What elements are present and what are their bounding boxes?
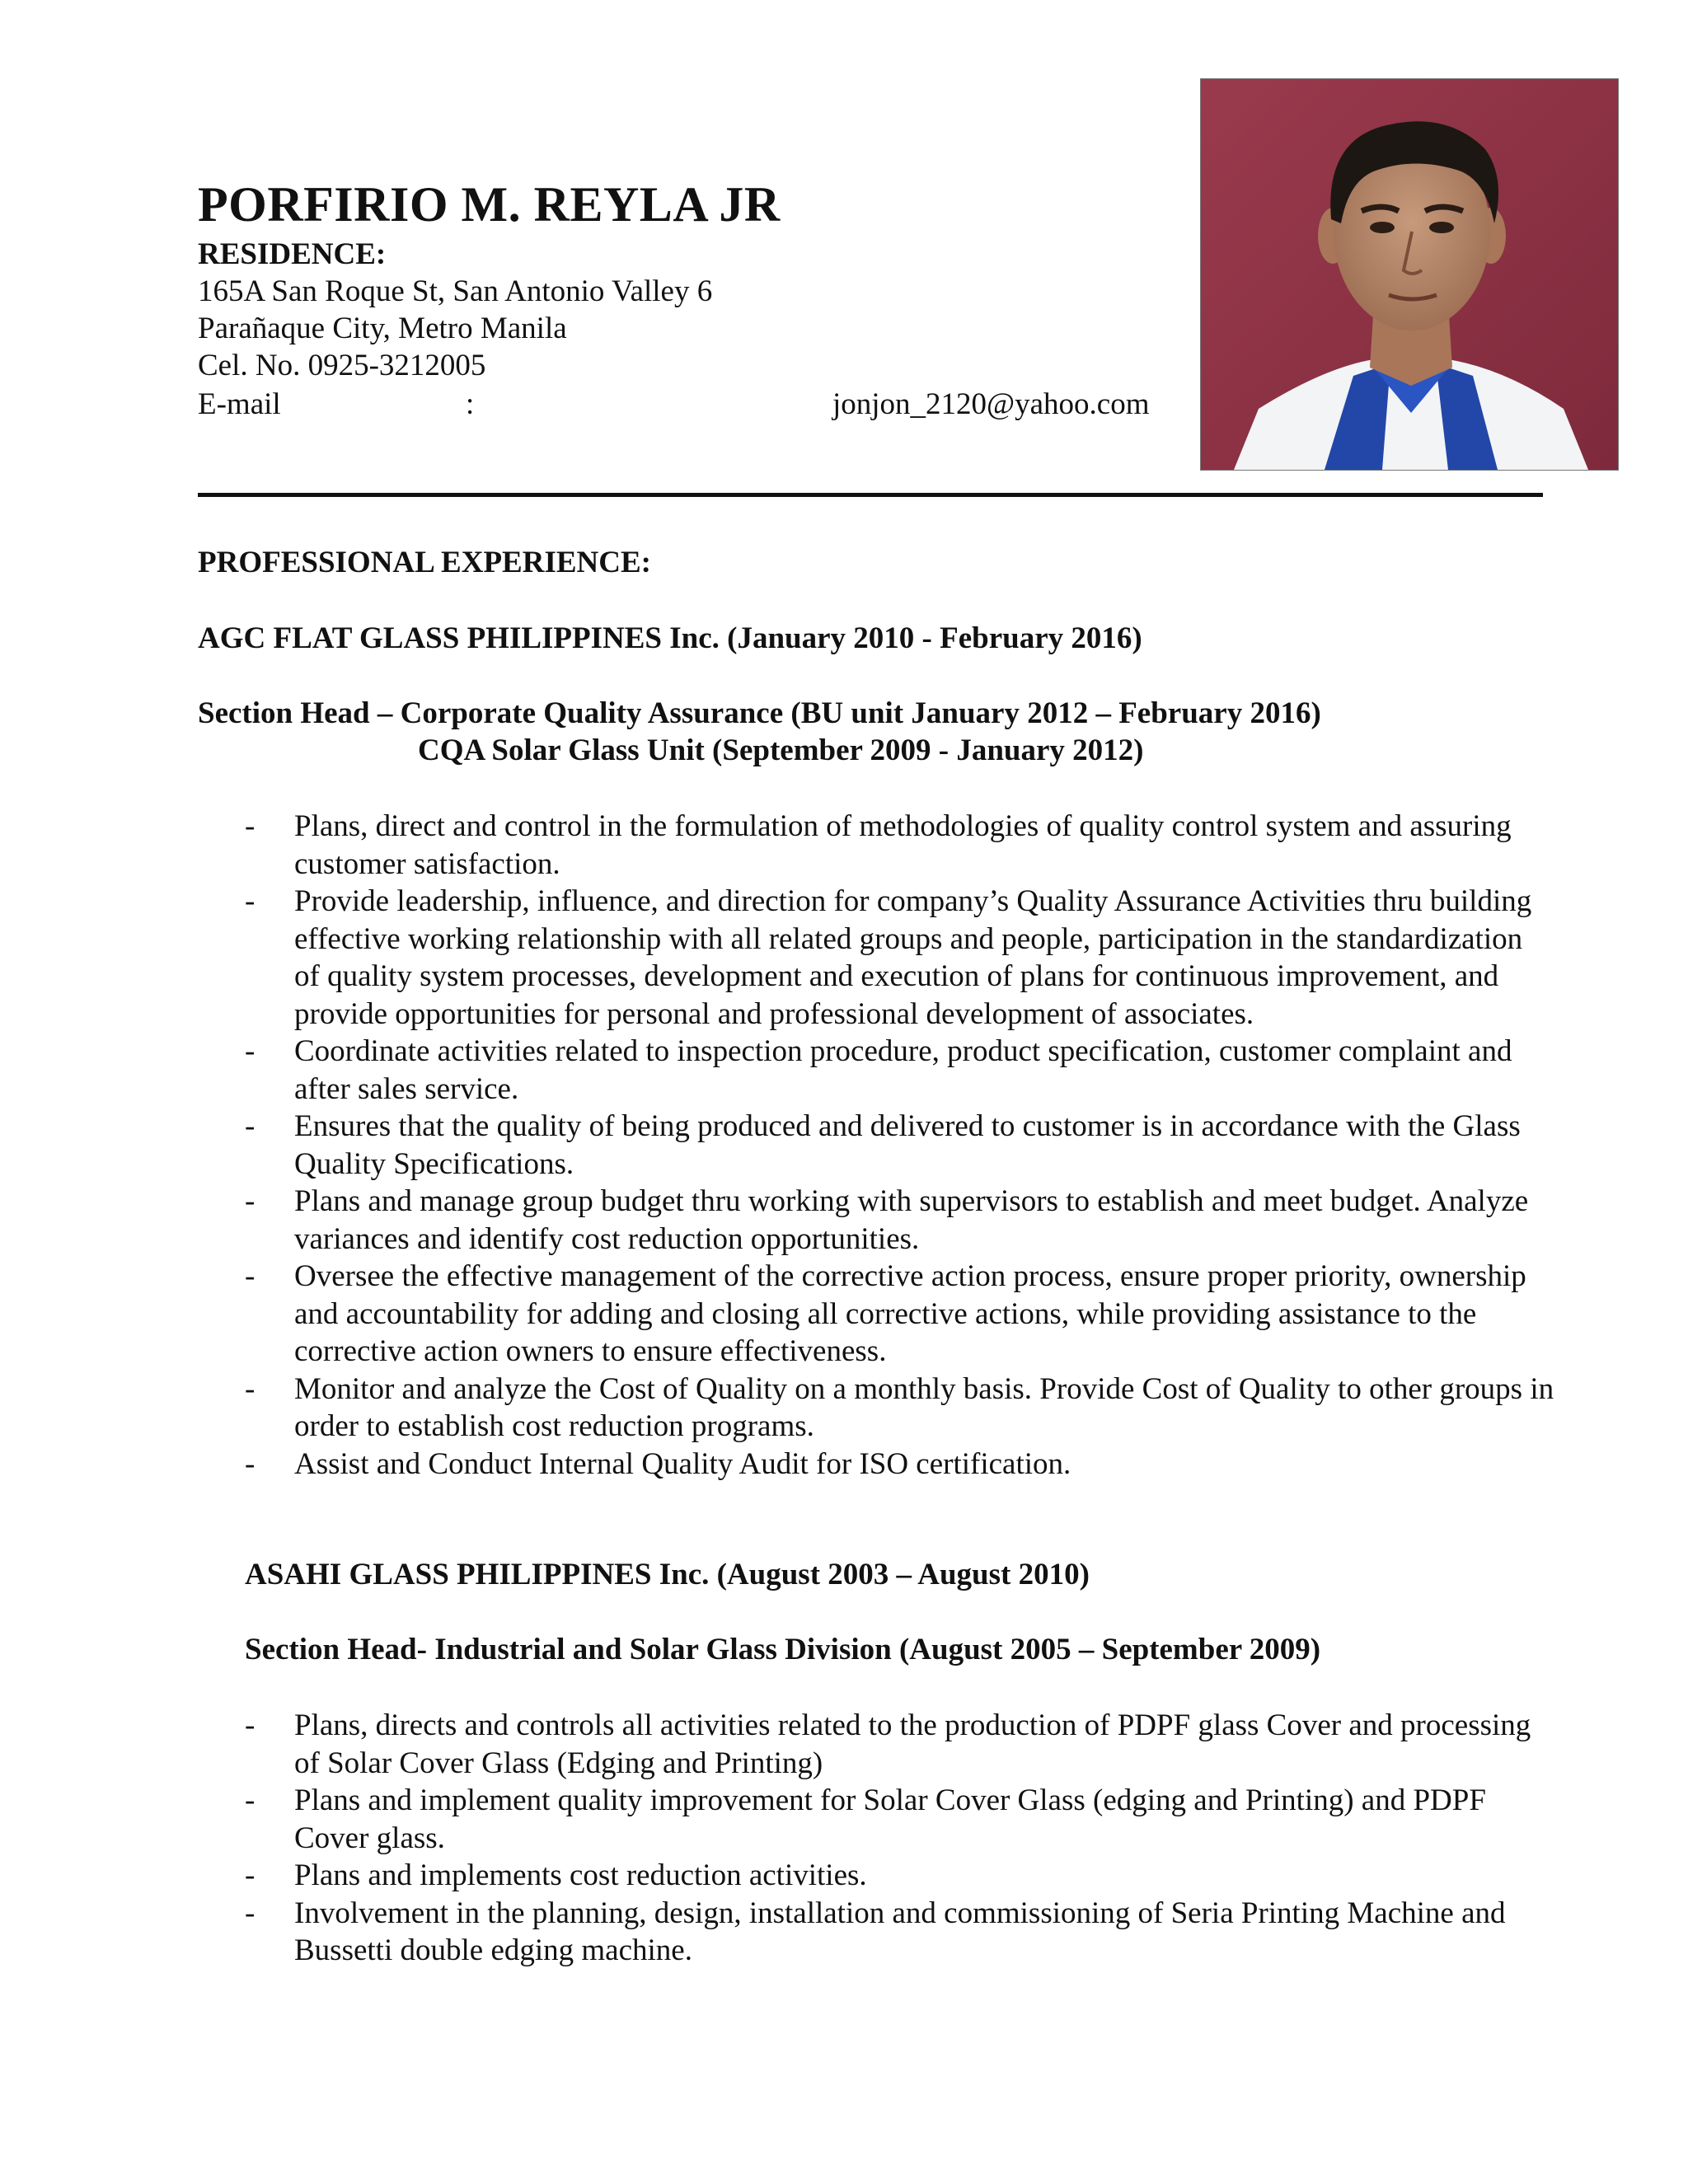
address-line-2: Parañaque City, Metro Manila: [198, 312, 567, 345]
bullet-marker: -: [245, 1109, 256, 1143]
agc-duties-list: [245, 808, 1555, 1483]
section-title-experience: PROFESSIONAL EXPERIENCE:: [198, 546, 651, 579]
email-label: E-mail: [198, 387, 281, 421]
duty-text: Involvement in the planning, design, installation and commissioning of Seria Printing Machine and Bussetti double edging machine.: [294, 1896, 1506, 1967]
profile-photo-illustration: [1201, 79, 1618, 470]
job-title-agc: Section Head – Corporate Quality Assurance (BU unit January 2012 – February 2016): [198, 696, 1321, 730]
bullet-marker: -: [245, 1259, 256, 1293]
list-item: [245, 1782, 1555, 1857]
cel-number: Cel. No. 0925-3212005: [198, 349, 486, 382]
list-item: [245, 1707, 1555, 1782]
bullet-marker: -: [245, 1446, 256, 1481]
bullet-marker: -: [245, 1184, 256, 1218]
list-item: [245, 883, 1555, 1033]
duty-text: Oversee the effective management of the corrective action process, ensure proper priority, ownership and accountability for adding and closing all corrective actions, while providing assistance to the corrective action owners to ensure effectiveness.: [294, 1259, 1526, 1368]
list-item: [245, 1895, 1555, 1970]
list-item: [245, 1108, 1555, 1183]
company-asahi: ASAHI GLASS PHILIPPINES Inc. (August 2003 – August 2010): [245, 1558, 1090, 1591]
list-item: [245, 808, 1555, 883]
list-item: [245, 1183, 1555, 1258]
residence-label: RESIDENCE:: [198, 237, 387, 271]
bullet-marker: -: [245, 1783, 256, 1817]
duty-text: Plans and implements cost reduction activities.: [294, 1858, 867, 1892]
email-value: jonjon_2120@yahoo.com: [832, 387, 1150, 421]
bullet-marker: -: [245, 1371, 256, 1406]
job-title-agc-line2: CQA Solar Glass Unit (September 2009 - January 2012): [418, 733, 1144, 767]
bullet-marker: -: [245, 1858, 256, 1892]
list-item: [245, 1371, 1555, 1446]
list-item: [245, 1258, 1555, 1371]
bullet-marker: -: [245, 809, 256, 843]
header-divider: [198, 493, 1543, 497]
profile-photo: [1200, 78, 1619, 471]
duty-text: Monitor and analyze the Cost of Quality on a monthly basis. Provide Cost of Quality to other groups in order to establish cost reduction programs.: [294, 1371, 1554, 1443]
duty-text: Plans and implement quality improvement for Solar Cover Glass (edging and Printing) and PDPF Cover glass.: [294, 1783, 1486, 1855]
bullet-marker: -: [245, 1896, 256, 1930]
job-title-asahi: Section Head- Industrial and Solar Glass Division (August 2005 – September 2009): [245, 1633, 1321, 1666]
duty-text: Plans, directs and controls all activities related to the production of PDPF glass Cover and processing of Solar Cover Glass (Edging and Printing): [294, 1708, 1531, 1780]
address-line-1: 165A San Roque St, San Antonio Valley 6: [198, 274, 713, 308]
duty-text: Ensures that the quality of being produced and delivered to customer is in accordance with the Glass Quality Specifications.: [294, 1109, 1521, 1181]
bullet-marker: -: [245, 884, 256, 918]
bullet-marker: -: [245, 1708, 256, 1742]
duty-text: Plans, direct and control in the formulation of methodologies of quality control system and assuring customer satisfaction.: [294, 809, 1512, 881]
duty-text: Assist and Conduct Internal Quality Audit for ISO certification.: [294, 1446, 1071, 1481]
asahi-duties-list: [245, 1707, 1555, 1970]
bullet-marker: -: [245, 1034, 256, 1068]
list-item: [245, 1446, 1555, 1483]
duty-text: Plans and manage group budget thru working with supervisors to establish and meet budget. Analyze variances and identify cost reduction opportunities.: [294, 1184, 1529, 1256]
duty-text: Coordinate activities related to inspection procedure, product specification, customer complaint and after sales service.: [294, 1034, 1512, 1106]
list-item: [245, 1033, 1555, 1108]
company-agc: AGC FLAT GLASS PHILIPPINES Inc. (January 2010 - February 2016): [198, 621, 1142, 655]
duty-text: Provide leadership, influence, and direction for company’s Quality Assurance Activities thru building effective working relationship with all related groups and people, participation in the standardization of quality system processes, development and execution of plans for continuous improvement, and provide opportunities for personal and professional development of associates.: [294, 884, 1532, 1031]
email-row: [198, 386, 1187, 423]
candidate-name: PORFIRIO M. REYLA JR: [198, 177, 781, 232]
list-item: [245, 1857, 1555, 1895]
email-separator: :: [466, 387, 475, 421]
